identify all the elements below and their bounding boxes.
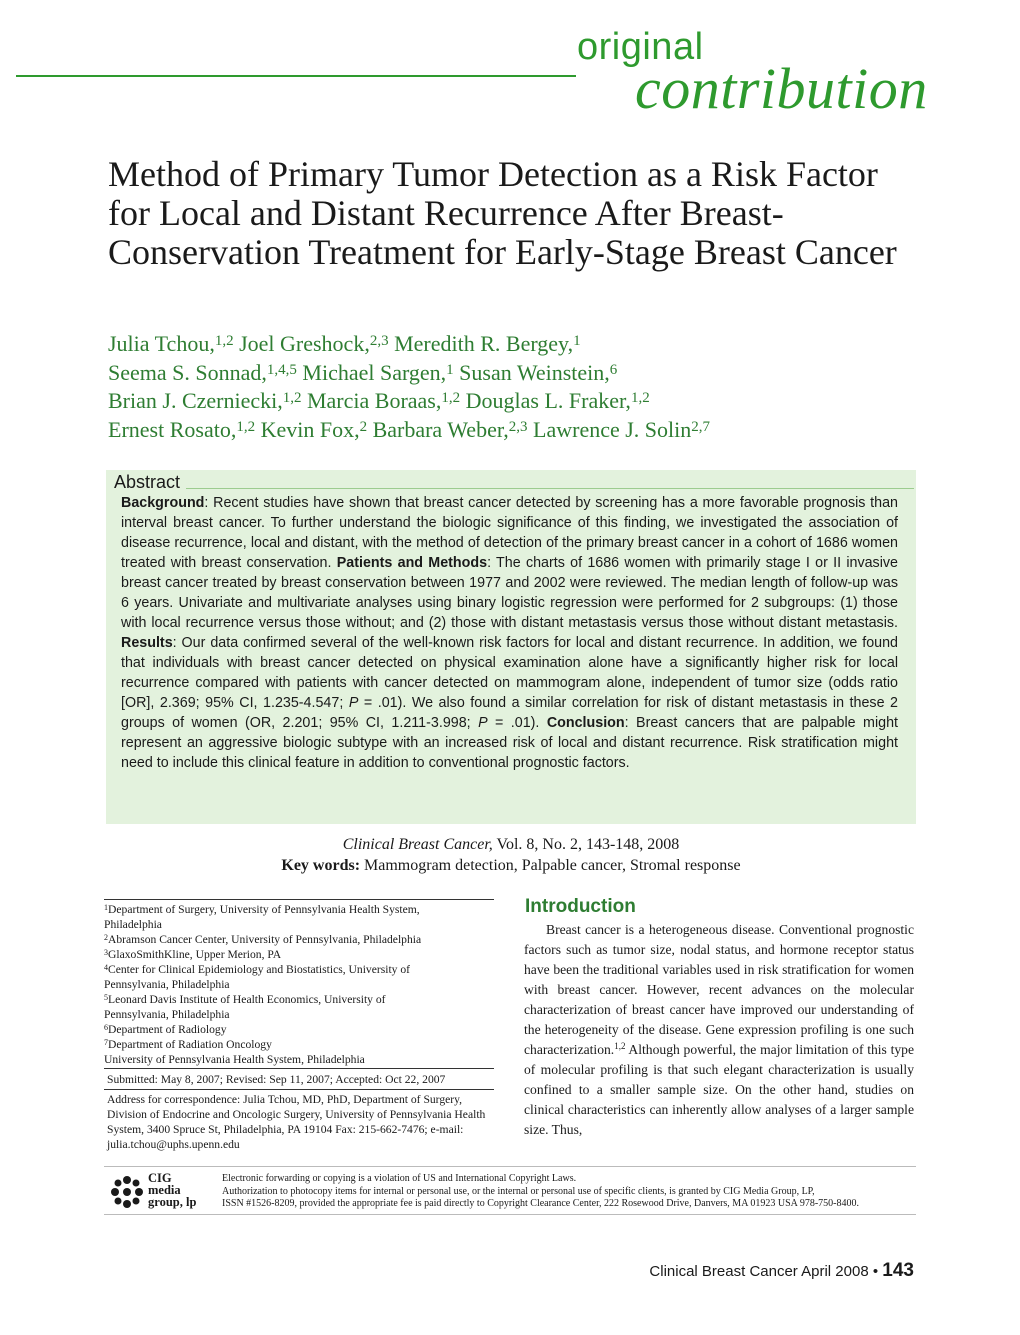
logo-line: media [148,1183,181,1197]
affiliation-number: 5 [104,993,108,1002]
page-footer [649,1260,914,1282]
author-affil: 1 [446,361,454,378]
affiliation-row [104,1037,494,1052]
author-affil: 2,3 [508,418,528,435]
author-affil: 1,2 [441,390,461,406]
copyright-notice [222,1173,912,1211]
background-label: Background [121,495,205,511]
affiliation-row [104,947,494,962]
affiliation-text: Abramson Cancer Center, University of Pennsylvania, Philadelphia [108,933,422,946]
affiliation-text: Department of Radiology [108,1023,227,1036]
p-symbol: P [478,715,488,731]
author-name: Ernest Rosato, [108,416,237,442]
author-name: Michael Sargen, [302,359,447,385]
page-number: 143 [882,1260,914,1281]
author-name: Marcia Boraas, [306,388,442,413]
affiliation-text: Pennsylvania, Philadelphia [104,1008,230,1021]
author-name: Joel Greshock, [239,331,370,356]
keywords-label: Key words: [281,857,361,874]
affiliations-rule [104,899,494,900]
affiliation-row [104,1007,494,1022]
author-name: Brian J. Czerniecki, [108,388,283,413]
affiliation-text: University of Pennsylvania Health System, Philadelphia [104,1053,365,1066]
conclusion-text: : Breast cancers that are palpable might represent an aggressive biologic subtype with an increased risk of local and distant recurrence. Risk stratification might need to include this clinical feature in addition to conventional prognostic factors. [121,715,899,771]
author-name: Barbara Weber, [372,416,509,442]
results-text: = .01). We also found a similar correlation for risk of distant metastasis in these 2 groups of women (OR, 2.201; 95% CI, 1.211-3.998; [121,695,898,731]
affiliation-number: 6 [104,1023,108,1032]
abstract-text [121,493,898,773]
author-affil: 2 [359,418,368,435]
header-original: original [577,26,704,68]
author-affil: 1,4,5 [266,361,297,378]
author-name: Lawrence J. Solin [533,416,692,442]
affiliation-number: 7 [104,1038,108,1047]
affiliations [104,902,494,1067]
results-text: = .01). [487,715,547,731]
footer-rule-bottom [104,1214,916,1215]
logo-line: CIG [148,1171,172,1185]
keywords-line [106,855,916,876]
author-affil: 2,3 [369,333,389,349]
affiliation-row [104,902,494,917]
author-line [108,359,928,388]
author-affil: 1 [573,333,581,349]
footer-bullet: • [872,1263,879,1280]
p-symbol: P [348,695,359,711]
affiliation-row [104,962,494,977]
correspondence-rule [104,1089,494,1090]
copyright-line: Electronic forwarding or copying is a violation of US and International Copyright Laws. [222,1173,577,1184]
author-name: Douglas L. Fraker, [465,388,631,413]
abstract-label: Abstract [114,472,181,492]
author-name: Meredith R. Bergey, [394,331,574,356]
correspondence-address: Address for correspondence: Julia Tchou, MD, PhD, Department of Surgery, Division of Endocrine and Oncologic Surgery, University of Pennsylvania Health System, 3400 Spruce St, Philadelphia, PA 19104 Fax: 215-662-7476; e-mail: julia.tchou@uphs.upenn.edu [107,1093,486,1151]
cig-logo-text [148,1172,196,1208]
author-affil: 6 [609,361,618,378]
submitted-rule [104,1068,494,1069]
author-line [108,330,928,359]
cig-logo-icon [107,1172,147,1212]
author-name: Susan Weinstein, [459,359,610,385]
journal-date: Clinical Breast Cancer April 2008 [649,1263,869,1280]
affiliation-number: 4 [104,963,108,972]
results-label: Results [121,635,173,651]
submission-dates: Submitted: May 8, 2007; Revised: Sep 11, 2007; Accepted: Oct 22, 2007 [107,1073,446,1086]
conclusion-label: Conclusion [546,715,625,731]
citation-details: Vol. 8, No. 2, 143-148, 2008 [492,836,680,853]
header-contribution: contribution [635,56,928,121]
abstract-rule [186,488,914,489]
affiliation-text: GlaxoSmithKline, Upper Merion, PA [108,948,282,961]
author-affil: 1,2 [214,333,234,349]
methods-text: : The charts of 1686 women with primarily stage I or II invasive breast cancer treated by breast conservation between 1977 and 2002 were reviewed. The median length of follow-up was 6 years. Univariate and multivariate analyses using binary logistic regression were performed for 2 subgroups: (1) those with local recurrence versus those without; and (2) those with distant metastasis versus those without distant metastasis. [121,555,898,631]
footer-rule [104,1166,916,1167]
affiliation-number: 2 [104,933,108,942]
affiliation-text: Department of Surgery, University of Pennsylvania Health System, [108,903,420,916]
author-name: Julia Tchou, [108,331,215,356]
affiliation-text: Center for Clinical Epidemiology and Biostatistics, University of [108,963,411,976]
affiliation-row [104,932,494,947]
affiliation-row [104,1052,494,1067]
citation [106,834,916,876]
copyright-line: Authorization to photocopy items for internal or personal use, or the internal or personal use of specific clients, is granted by CIG Media Group, LP, [222,1185,815,1197]
author-affil: 1,2 [282,390,302,406]
citation-journal: Clinical Breast Cancer, [342,836,493,853]
introduction-text-part: Although powerful, the major limitation of this type of molecular profiling is that such elegant characterization is usually confined to a smaller sample size. On the other hand, studies on clinical characteristics can inherently allow analyses of a larger sample size. Thus, [524,1042,914,1137]
author-name: Kevin Fox, [260,416,360,442]
affiliation-text: Leonard Davis Institute of Health Economics, University of [108,993,386,1006]
affiliation-row [104,977,494,992]
affiliation-row [104,917,494,932]
affiliation-number: 1 [104,903,108,912]
author-affil: 1,2 [236,418,256,435]
introduction-text-part: Breast cancer is a heterogeneous disease. Conventional prognostic factors such as tumor size, nodal status, and hormone receptor status have been the traditional variables used in risk stratification for women with breast cancer. However, recent advances on the molecular characterization of breast cancer have improved our understanding of the heterogeneity of the disease. Gene expression profiling is one such characterization. [524,922,914,1057]
header-rule [16,75,576,77]
affiliation-text: Department of Radiation Oncology [108,1038,272,1051]
article-title: Method of Primary Tumor Detection as a Risk Factor for Local and Distant Recurrence After Breast-Conservation Treatment for Early-Stage Breast Cancer [108,154,897,272]
citation-line [106,834,916,855]
affiliation-row [104,1022,494,1037]
affiliation-text: Philadelphia [104,918,162,931]
author-affil: 1,2 [630,390,650,406]
results-text: : Our data confirmed several of the well-known risk factors for local and distant recurrence. In addition, we found that individuals with breast cancer detected on physical examination alone have a significantly higher risk for local recurrence compared with patients with cancer detected on mammogram alone, independent of tumor size (odds ratio [OR], 2.369; 95% CI, 1.235-4.547; [121,635,898,711]
introduction-heading: Introduction [525,896,636,917]
reference-citation: 1,2 [614,1041,626,1051]
affiliation-row [104,992,494,1007]
author-affil: 2,7 [691,418,711,435]
author-name: Seema S. Sonnad, [108,359,267,385]
author-list [108,330,928,444]
background-text: : Recent studies have shown that breast cancer detected by screening has a more favorable prognosis than interval breast cancer. To further understand the biologic significance of this finding, we investigated the association of disease recurrence, local and distant, with the method of detection of the primary breast cancer in a cohort of 1686 women treated with breast conservation. [121,495,898,571]
methods-label: Patients and Methods [336,555,488,571]
introduction-text [524,920,914,1140]
copyright-line: ISSN #1526-8209, provided the appropriate fee is paid directly to Copyright Clearance Center, 222 Rosewood Drive, Danvers, MA 01923 USA 978-750-8400. [222,1198,859,1209]
affiliation-number: 3 [104,948,108,957]
author-line [108,387,928,416]
affiliation-text: Pennsylvania, Philadelphia [104,978,230,991]
keywords: Mammogram detection, Palpable cancer, Stromal response [360,857,741,874]
author-line [108,416,928,445]
logo-line: group, lp [148,1195,197,1209]
